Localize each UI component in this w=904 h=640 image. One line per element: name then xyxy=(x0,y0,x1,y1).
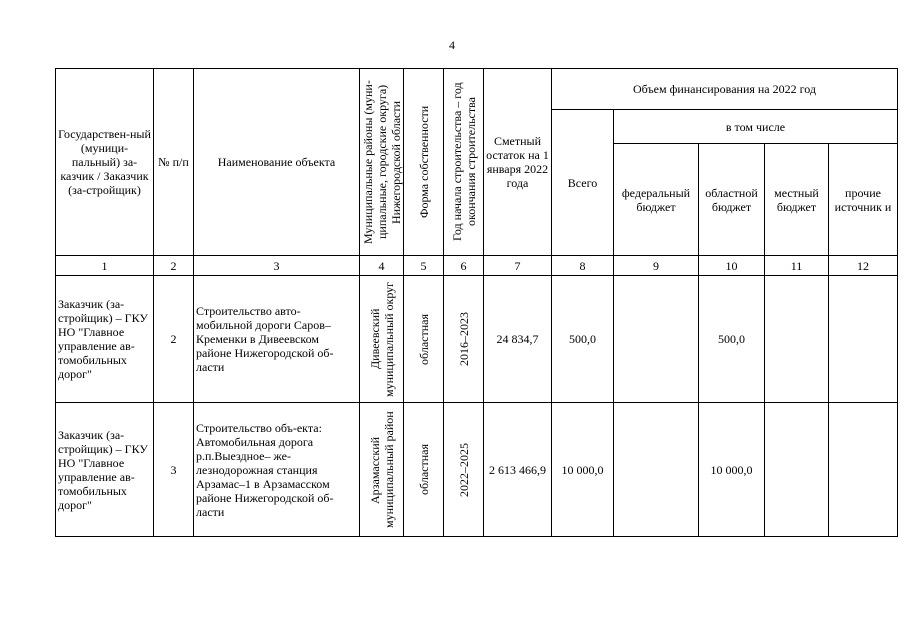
row-federal xyxy=(614,276,699,403)
col-num: 1 xyxy=(56,256,154,276)
header-including: в том числе xyxy=(614,110,898,144)
col-num: 7 xyxy=(484,256,552,276)
row-district: Арзамасский муниципальный район xyxy=(360,403,404,537)
row-customer: Заказчик (за-стройщик) – ГКУ НО "Главное управление ав-томобильных дорог" xyxy=(56,276,154,403)
col-num: 6 xyxy=(444,256,484,276)
header-ownership: Форма собственности xyxy=(404,69,444,256)
header-funding: Объем финансирования на 2022 год xyxy=(552,69,898,110)
header-number: № п/п xyxy=(154,69,194,256)
funding-table xyxy=(55,68,898,537)
row-district: Дивеевский муниципальный округ xyxy=(360,276,404,403)
col-num: 2 xyxy=(154,256,194,276)
row-years: 2016–2023 xyxy=(444,276,484,403)
header-object-name: Наименование объекта xyxy=(194,69,360,256)
row-years: 2022–2025 xyxy=(444,403,484,537)
row-object-name: Строительство авто-мобильной дороги Саров–Кременки в Дивеевском районе Нижегородской об-ласти xyxy=(194,276,360,403)
row-object-name: Строительство объ-екта: Автомобильная дорога р.п.Выездное– же-лезнодорожная станция Арзамас–1 в Арзамасском районе Нижегородской об-ласти xyxy=(194,403,360,537)
header-local: местный бюджет xyxy=(765,144,829,256)
header-regional: областной бюджет xyxy=(699,144,765,256)
col-num: 12 xyxy=(829,256,898,276)
row-local xyxy=(765,403,829,537)
row-number: 3 xyxy=(154,403,194,537)
row-ownership: областная xyxy=(404,276,444,403)
row-customer: Заказчик (за-стройщик) – ГКУ НО "Главное управление ав-томобильных дорог" xyxy=(56,403,154,537)
row-total: 500,0 xyxy=(552,276,614,403)
header-districts: Муниципальные районы (муни-ципальные, городские округа) Нижегородской области xyxy=(360,69,404,256)
row-total: 10 000,0 xyxy=(552,403,614,537)
col-num: 3 xyxy=(194,256,360,276)
col-num: 5 xyxy=(404,256,444,276)
header-other: прочие источник и xyxy=(829,144,898,256)
row-estimate: 2 613 466,9 xyxy=(484,403,552,537)
header-customer: Государствен-ный (муници-пальный) за-казчик / Заказчик (за-стройщик) xyxy=(56,69,154,256)
page-number: 4 xyxy=(449,38,455,52)
row-number: 2 xyxy=(154,276,194,403)
column-number-row xyxy=(56,256,898,276)
table-row xyxy=(56,403,898,537)
row-estimate: 24 834,7 xyxy=(484,276,552,403)
row-local xyxy=(765,276,829,403)
col-num: 11 xyxy=(765,256,829,276)
table-row xyxy=(56,276,898,403)
col-num: 9 xyxy=(614,256,699,276)
header-estimate: Сметный остаток на 1 января 2022 года xyxy=(484,69,552,256)
header-total: Всего xyxy=(552,110,614,256)
header-years: Год начала строительства – год окончания строительства xyxy=(444,69,484,256)
row-regional: 10 000,0 xyxy=(699,403,765,537)
row-regional: 500,0 xyxy=(699,276,765,403)
col-num: 4 xyxy=(360,256,404,276)
col-num: 8 xyxy=(552,256,614,276)
row-federal xyxy=(614,403,699,537)
header-federal: федеральный бюджет xyxy=(614,144,699,256)
row-other xyxy=(829,276,898,403)
row-other xyxy=(829,403,898,537)
row-ownership: областная xyxy=(404,403,444,537)
col-num: 10 xyxy=(699,256,765,276)
